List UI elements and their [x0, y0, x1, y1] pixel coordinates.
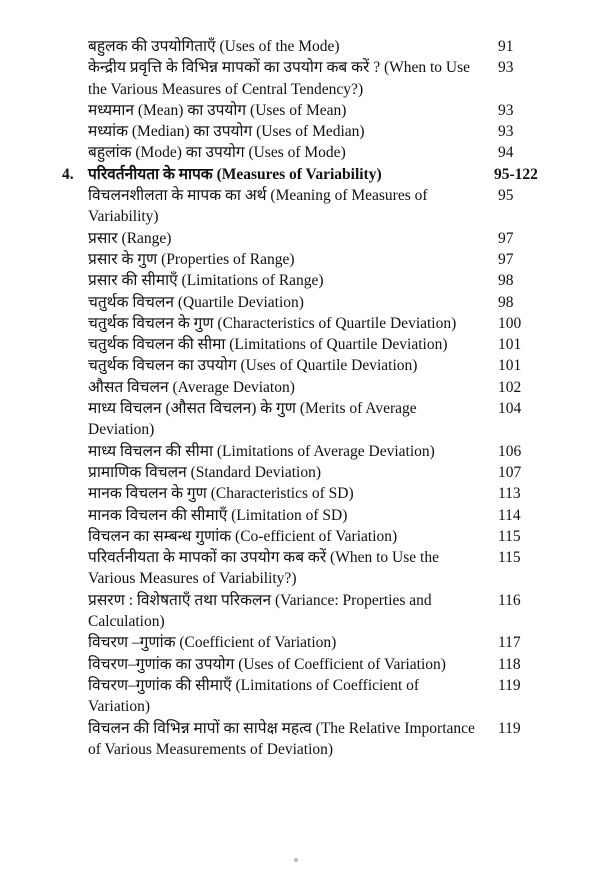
toc-entry-title: बहुलक की उपयोगिताएँ (Uses of the Mode) — [88, 38, 340, 55]
toc-entry-title: विचलनशीलता के मापक का अर्थ (Meaning of Measures of Variability) — [88, 187, 428, 226]
toc-entry-page: 117 — [498, 634, 521, 652]
toc-entry-title: मानक विचलन की सीमाएँ (Limitation of SD) — [88, 506, 348, 524]
toc-entry-page: 106 — [498, 442, 522, 460]
toc-entry — [0, 142, 600, 163]
toc-entry-page: 119 — [498, 676, 521, 694]
toc-entry — [0, 313, 600, 334]
toc-entry-page: 94 — [498, 144, 514, 162]
toc-entry — [0, 57, 600, 100]
toc-entry-page: 101 — [498, 336, 522, 354]
toc-entry-page: 119 — [498, 719, 521, 737]
toc-entry-page: 97 — [498, 229, 514, 247]
toc-entry-page: 97 — [498, 250, 514, 268]
toc-entry-title: प्रामाणिक विचलन (Standard Deviation) — [88, 463, 321, 481]
toc-entry-title: केन्द्रीय प्रवृत्ति के विभिन्न मापकों का उपयोग कब करें ? (When to Use the Various Measures of Central Tendency?) — [88, 59, 471, 98]
toc-entry-page: 93 — [498, 59, 514, 77]
toc-entry-page: 107 — [498, 463, 522, 481]
toc-chapter-heading — [0, 164, 600, 185]
toc-entry-title: विचरण–गुणांक का उपयोग (Uses of Coefficient of Variation) — [88, 655, 446, 673]
scan-dot — [294, 858, 298, 862]
toc-entry-page: 91 — [498, 38, 514, 55]
toc-entry — [0, 654, 600, 675]
toc-entry — [0, 355, 600, 376]
toc-entry-page: 115 — [498, 549, 521, 567]
toc-entry — [0, 441, 600, 462]
toc-entry — [0, 632, 600, 653]
chapter-page-range: 95-122 — [494, 165, 538, 183]
toc-entry-title: औसत विचलन (Average Deviaton) — [88, 378, 295, 396]
table-of-contents — [0, 36, 600, 760]
toc-entry-page: 93 — [498, 101, 514, 119]
toc-entry — [0, 547, 600, 590]
toc-entry-title: मध्यमान (Mean) का उपयोग (Uses of Mean) — [88, 101, 347, 119]
toc-entry-title: मानक विचलन के गुण (Characteristics of SD) — [88, 485, 354, 503]
toc-entry — [0, 675, 600, 718]
toc-entry-title: विचरण–गुणांक की सीमाएँ (Limitations of Coefficient of Variation) — [88, 676, 420, 716]
toc-entry-title: चतुर्थक विचलन का उपयोग (Uses of Quartile Deviation) — [88, 357, 418, 375]
toc-entry-title: चतुर्थक विचलन (Quartile Deviation) — [88, 293, 304, 311]
toc-entry — [0, 483, 600, 504]
toc-entry — [0, 185, 600, 228]
toc-entry — [0, 270, 600, 291]
toc-entry-page: 102 — [498, 378, 522, 396]
toc-entry-page: 118 — [498, 655, 521, 673]
toc-entry-page: 93 — [498, 123, 514, 141]
toc-entry — [0, 292, 600, 313]
toc-entry-title: प्रसार (Range) — [88, 229, 172, 247]
toc-entry-title: प्रसार की सीमाएँ (Limitations of Range) — [88, 272, 324, 290]
toc-entry — [0, 398, 600, 441]
toc-entry-page: 114 — [498, 506, 521, 524]
toc-entry-title: चतुर्थक विचलन की सीमा (Limitations of Quartile Deviation) — [88, 336, 448, 354]
toc-entry-title: मध्यांक (Median) का उपयोग (Uses of Median) — [88, 123, 365, 141]
toc-entry-title: विचलन का सम्बन्ध गुणांक (Co-efficient of Variation) — [88, 527, 398, 545]
toc-entry-title: माध्य विचलन की सीमा (Limitations of Average Deviation) — [88, 442, 435, 460]
toc-entry-title: चतुर्थक विचलन के गुण (Characteristics of Quartile Deviation) — [88, 314, 457, 332]
toc-entry — [0, 377, 600, 398]
chapter-title: परिवर्तनीयता के मापक (Measures of Variability) — [88, 165, 382, 183]
chapter-number: 4. — [62, 165, 74, 183]
toc-entry-page: 101 — [498, 357, 522, 375]
toc-entry — [0, 718, 600, 761]
toc-entry-title: प्रसरण : विशेषताएँ तथा परिकलन (Variance: Properties and Calculation) — [88, 591, 432, 631]
toc-entry-page: 113 — [498, 485, 521, 503]
toc-entry — [0, 462, 600, 483]
toc-entry-page: 98 — [498, 272, 514, 290]
toc-entry — [0, 590, 600, 633]
toc-entry — [0, 121, 600, 142]
toc-entry — [0, 505, 600, 526]
toc-entry — [0, 249, 600, 270]
toc-entry-page: 104 — [498, 400, 522, 418]
toc-entry — [0, 526, 600, 547]
toc-entry-page: 95 — [498, 187, 514, 205]
toc-entry — [0, 36, 600, 57]
toc-entry-title: बहुलांक (Mode) का उपयोग (Uses of Mode) — [88, 144, 346, 162]
toc-entry — [0, 334, 600, 355]
toc-entry-title: प्रसार के गुण (Properties of Range) — [88, 250, 295, 268]
toc-entry-page: 100 — [498, 314, 522, 332]
toc-entry — [0, 228, 600, 249]
toc-entry-page: 115 — [498, 527, 521, 545]
toc-entry — [0, 100, 600, 121]
toc-entry-title: माध्य विचलन (औसत विचलन) के गुण (Merits of Average Deviation) — [88, 400, 417, 439]
toc-entry-title: परिवर्तनीयता के मापकों का उपयोग कब करें (When to Use the Various Measures of Variability?) — [88, 549, 439, 588]
toc-entry-page: 116 — [498, 591, 521, 609]
toc-entry-title: विचलन की विभिन्न मापों का सापेक्ष महत्व (The Relative Importance of Various Measurements of Deviation) — [88, 719, 475, 758]
toc-entry-page: 98 — [498, 293, 514, 311]
toc-entry-title: विचरण –गुणांक (Coefficient of Variation) — [88, 634, 337, 652]
